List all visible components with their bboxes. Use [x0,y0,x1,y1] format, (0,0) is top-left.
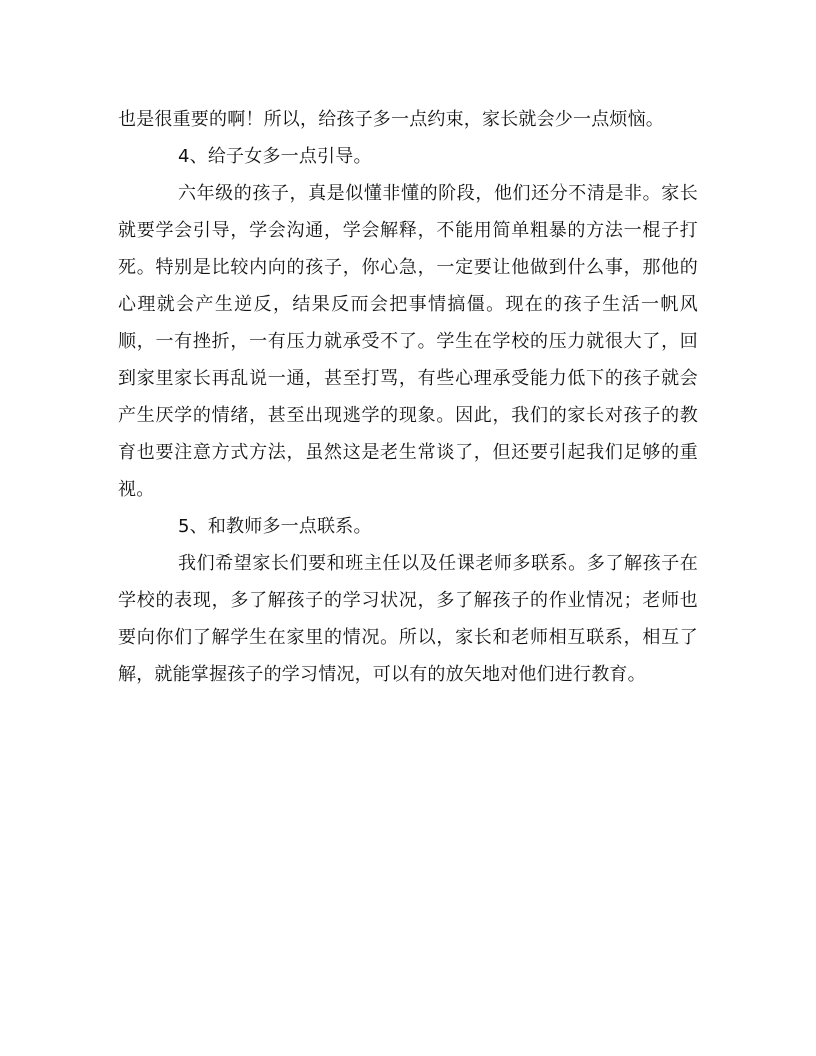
paragraph-teacher-contact: 我们希望家长们要和班主任以及任课老师多联系。多了解孩子在学校的表现，多了解孩子的学习状况，多了解孩子的作业情况；老师也要向你们了解学生在家里的情况。所以，家长和老师相互联系，相互了解，就能掌握孩子的学习情况，可以有的放矢地对他们进行教育。 [118,553,698,685]
paragraph-continuation: 也是很重要的啊！所以，给孩子多一点约束，家长就会少一点烦恼。 [118,109,664,130]
section-heading-5: 5、和教师多一点联系。 [178,516,372,537]
document-body [118,101,698,693]
section-heading-4: 4、给子女多一点引导。 [178,146,372,167]
paragraph-guidance: 六年级的孩子，真是似懂非懂的阶段，他们还分不清是非。家长就要学会引导，学会沟通，学会解释，不能用简单粗暴的方法一棍子打死。特别是比较内向的孩子，你心急，一定要让他做到什么事，那他的心理就会产生逆反，结果反而会把事情搞僵。现在的孩子生活一帆风顺，一有挫折，一有压力就承受不了。学生在学校的压力就很大了，回到家里家长再乱说一通，甚至打骂，有些心理承受能力低下的孩子就会产生厌学的情绪，甚至出现逃学的现象。因此，我们的家长对孩子的教育也要注意方式方法，虽然这是老生常谈了，但还要引起我们足够的重视。 [118,183,698,500]
